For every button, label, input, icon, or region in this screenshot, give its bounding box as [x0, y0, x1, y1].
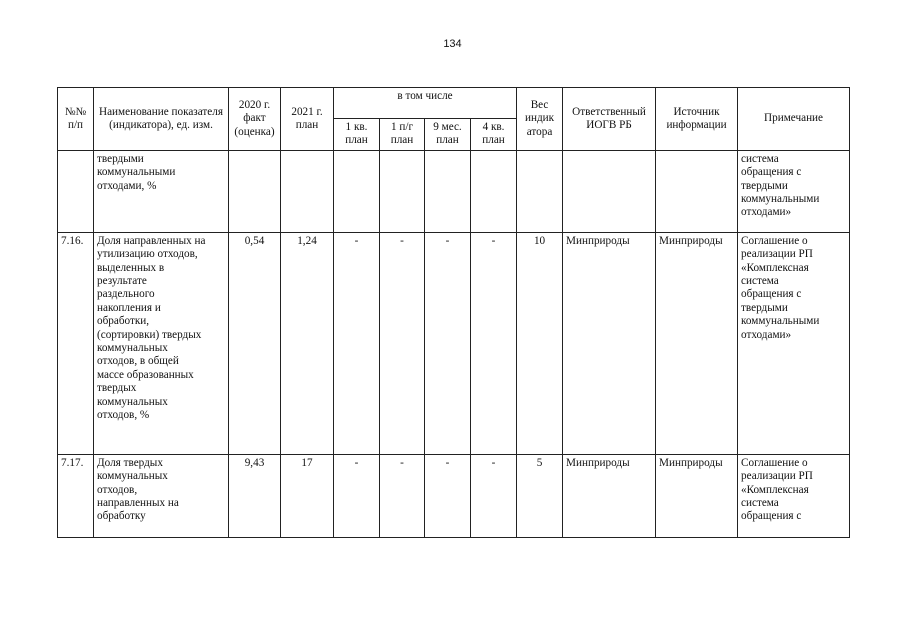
- header-plan-2021: 2021 г. план: [281, 88, 334, 151]
- cell-responsible: Минприроды: [563, 232, 656, 454]
- header-source: Источник информации: [656, 88, 738, 151]
- cell-q1: -: [334, 454, 380, 537]
- header-num: №№ п/п: [58, 88, 94, 151]
- cell-9m: -: [425, 232, 471, 454]
- table-row: [58, 454, 850, 537]
- cell-plan-2021: [281, 150, 334, 232]
- header-weight: Вес индик атора: [517, 88, 563, 151]
- indicators-table: [57, 87, 850, 538]
- cell-name: Доля направленных на утилизацию отходов, выделенных в результате раздельного накопления и обработки, (сортировки) твердых коммунальных отходов, в общей массе образованных твердых коммунальных отходов, %: [94, 232, 229, 454]
- cell-9m: [425, 150, 471, 232]
- cell-source: Минприроды: [656, 454, 738, 537]
- header-responsible: Ответственный ИОГВ РБ: [563, 88, 656, 151]
- header-including: в том числе: [334, 88, 517, 119]
- cell-q1: [334, 150, 380, 232]
- cell-h1: [380, 150, 425, 232]
- cell-q4: -: [471, 232, 517, 454]
- cell-fact-2020: 0,54: [229, 232, 281, 454]
- cell-fact-2020: [229, 150, 281, 232]
- cell-note: Соглашение о реализации РП «Комплексная система обращения с: [738, 454, 850, 537]
- cell-fact-2020: 9,43: [229, 454, 281, 537]
- page-number: 134: [443, 38, 462, 50]
- cell-q4: -: [471, 454, 517, 537]
- cell-q4: [471, 150, 517, 232]
- cell-plan-2021: 17: [281, 454, 334, 537]
- cell-num: 7.16.: [58, 232, 94, 454]
- header-name: Наименование показателя (индикатора), ед. изм.: [94, 88, 229, 151]
- cell-weight: 10: [517, 232, 563, 454]
- header-9m: 9 мес. план: [425, 119, 471, 151]
- cell-num: 7.17.: [58, 454, 94, 537]
- table-row: [58, 150, 850, 232]
- header-q1: 1 кв. план: [334, 119, 380, 151]
- header-note: Примечание: [738, 88, 850, 151]
- header-q4: 4 кв. план: [471, 119, 517, 151]
- header-fact-2020: 2020 г. факт (оценка): [229, 88, 281, 151]
- cell-source: [656, 150, 738, 232]
- cell-weight: 5: [517, 454, 563, 537]
- table-row: [58, 232, 850, 454]
- cell-h1: -: [380, 454, 425, 537]
- cell-q1: -: [334, 232, 380, 454]
- cell-plan-2021: 1,24: [281, 232, 334, 454]
- cell-responsible: Минприроды: [563, 454, 656, 537]
- cell-source: Минприроды: [656, 232, 738, 454]
- header-h1: 1 п/г план: [380, 119, 425, 151]
- cell-num: [58, 150, 94, 232]
- cell-responsible: [563, 150, 656, 232]
- cell-note: система обращения с твердыми коммунальными отходами»: [738, 150, 850, 232]
- cell-name: твердыми коммунальными отходами, %: [94, 150, 229, 232]
- cell-note: Соглашение о реализации РП «Комплексная система обращения с твердыми коммунальными отходами»: [738, 232, 850, 454]
- cell-9m: -: [425, 454, 471, 537]
- cell-name: Доля твердых коммунальных отходов, направленных на обработку: [94, 454, 229, 537]
- cell-h1: -: [380, 232, 425, 454]
- cell-weight: [517, 150, 563, 232]
